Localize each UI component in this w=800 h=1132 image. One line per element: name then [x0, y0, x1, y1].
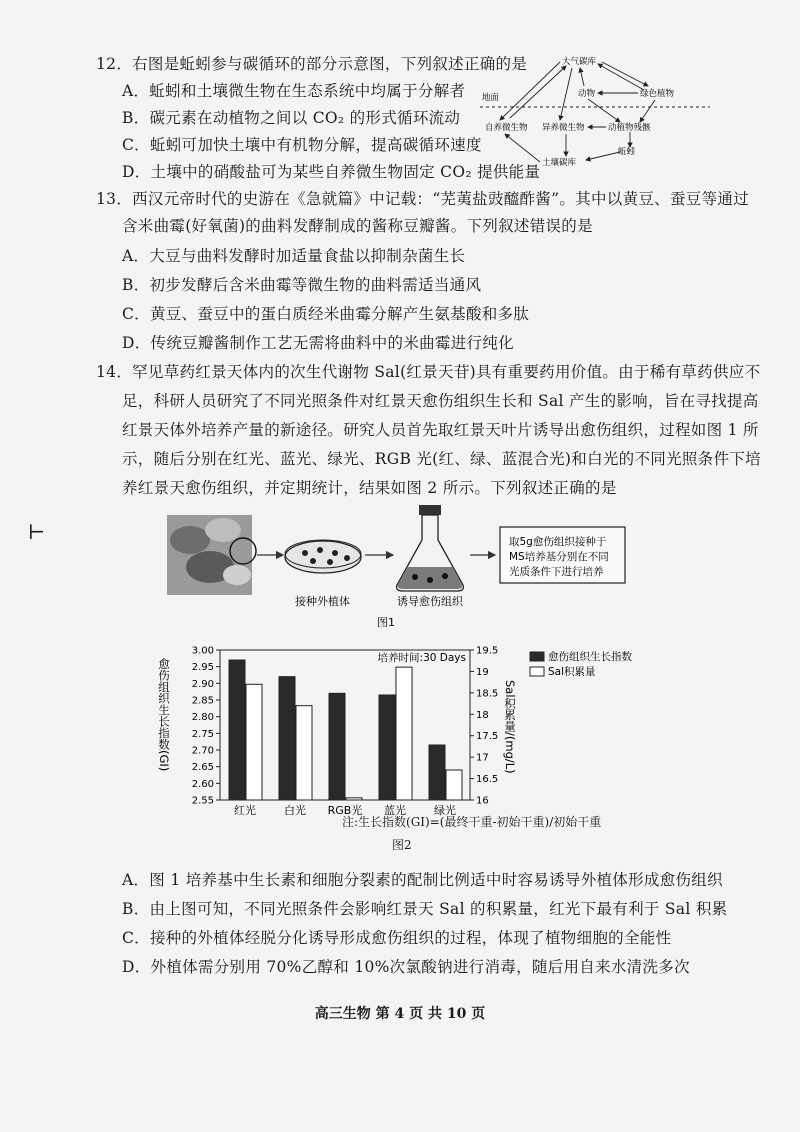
bar-sal [346, 798, 362, 800]
bar-sal [396, 667, 412, 800]
figure-1-process [165, 505, 635, 630]
figure-1-caption: 图1 [377, 616, 395, 629]
category-label: RGB光 [327, 804, 363, 817]
box-line1: 取5g愈伤组织接种于 [509, 536, 607, 548]
left-tick-label: 3.00 [191, 645, 214, 657]
chart-title: 培养时间:30 Days [377, 652, 466, 664]
q14-stem-line1: 14．罕见草药红景天体内的次生代谢物 Sal(红景天苷)具有重要药用价值。由于稀有草药供应不 [96, 363, 761, 381]
right-tick-label: 19.5 [476, 645, 499, 657]
node-hetero: 异养微生物 [542, 123, 585, 133]
right-tick-label: 17 [476, 752, 489, 764]
bar-growth-index [429, 745, 445, 800]
left-tick-label: 2.80 [191, 712, 214, 724]
figure-2-chart [140, 640, 660, 840]
margin-mark: ⊢ [28, 520, 46, 544]
chart-note: 注:生长指数(GI)=(最终干重-初始干重)/初始干重 [342, 815, 602, 829]
node-worm: 蚯蚓 [618, 147, 636, 157]
left-tick-label: 2.75 [191, 728, 214, 740]
ground-label: 地面 [482, 93, 500, 103]
q14-option-c: C．接种的外植体经脱分化诱导形成愈伤组织的过程，体现了植物细胞的全能性 [122, 929, 672, 947]
q13-option-a: A．大豆与曲料发酵时加适量食盐以抑制杂菌生长 [122, 247, 466, 265]
q14-option-a: A．图 1 培养基中生长素和细胞分裂素的配制比例适中时容易诱导外植体形成愈伤组织 [122, 871, 723, 889]
label-explant: 接种外植体 [295, 595, 350, 608]
right-axis-label: Sal积累量/(mg/L) [503, 680, 517, 774]
legend-label-sal: Sal积累量 [548, 666, 596, 678]
page-footer: 高三生物 第 4 页 共 10 页 [314, 1006, 486, 1022]
node-auto: 自养微生物 [485, 123, 528, 133]
q14-stem-line4: 示，随后分别在红光、蓝光、绿光、RGB 光(红、绿、蓝混合光)和白光的不同光照条件下培 [122, 450, 761, 468]
right-tick-label: 16.5 [476, 774, 499, 786]
box-line2: MS培养基分别在不同 [509, 551, 609, 563]
q13-stem-line2: 含米曲霉(好氧菌)的曲料发酵制成的酱称豆瓣酱。下列叙述错误的是 [122, 217, 593, 235]
q14-stem-line3: 红景天体外培养产量的新途径。研究人员首先取红景天叶片诱导出愈伤组织，过程如图 1 所 [122, 421, 759, 439]
bar-growth-index [329, 693, 345, 800]
q14-option-d: D．外植体需分别用 70%乙醇和 10%次氯酸钠进行消毒，随后用自来水清洗多次 [122, 958, 690, 976]
q12-stem: 12．右图是蚯蚓参与碳循环的部分示意图，下列叙述正确的是 [96, 55, 528, 73]
legend-swatch-sal [530, 667, 544, 676]
q13-option-c: C．黄豆、蚕豆中的蛋白质经米曲霉分解产生氨基酸和多肽 [122, 305, 530, 323]
q12-option-b: B．碳元素在动植物之间以 CO₂ 的形式循环流动 [122, 109, 461, 127]
category-label: 红光 [234, 804, 256, 817]
node-plant: 绿色植物 [640, 89, 675, 99]
right-tick-label: 18.5 [476, 688, 499, 700]
node-animal: 动物 [578, 89, 596, 99]
box-line3: 光质条件下进行培养 [509, 566, 604, 578]
q12-option-d: D．土壤中的硝酸盐可为某些自养微生物固定 CO₂ 提供能量 [122, 163, 541, 181]
node-atm: 大气碳库 [562, 57, 597, 67]
bar-growth-index [279, 677, 295, 800]
right-tick-label: 16 [476, 795, 489, 807]
category-label: 白光 [284, 804, 306, 817]
label-callus: 诱导愈伤组织 [397, 595, 463, 608]
bar-sal [446, 770, 462, 800]
left-tick-label: 2.55 [191, 795, 214, 807]
q12-option-c: C．蚯蚓可加快土壤中有机物分解，提高碳循环速度 [122, 136, 482, 154]
bar-growth-index [229, 660, 245, 800]
q13-option-b: B．初步发酵后含米曲霉等微生物的曲料需适当通风 [122, 276, 482, 294]
node-soil: 土壤碳库 [542, 158, 577, 168]
left-tick-label: 2.65 [191, 762, 214, 774]
q14-stem-line2: 足，科研人员研究了不同光照条件对红景天愈伤组织生长和 Sal 产生的影响，旨在寻找提高 [122, 392, 759, 410]
figure-2-caption: 图2 [392, 838, 412, 852]
q12-option-a: A．蚯蚓和土壤微生物在生态系统中均属于分解者 [122, 82, 466, 100]
category-label: 蓝光 [384, 804, 406, 817]
q13-stem-line1: 13．西汉元帝时代的史游在《急就篇》中记载：“芜荑盐豉醯酢酱”。其中以黄豆、蚕豆等通过 [96, 190, 749, 208]
legend-label-growth: 愈伤组织生长指数 [548, 651, 632, 663]
left-axis-label: 愈伤组织生长指数(GI) [157, 658, 171, 772]
left-tick-label: 2.60 [191, 778, 214, 790]
category-label: 绿光 [434, 804, 456, 817]
culture-flask [397, 505, 464, 591]
right-tick-label: 18 [476, 709, 489, 721]
q14-option-b: B．由上图可知，不同光照条件会影响红景天 Sal 的积累量，红光下最有利于 Sal 积累 [122, 900, 728, 918]
left-tick-label: 2.85 [191, 695, 214, 707]
node-residue: 动植物残骸 [608, 123, 651, 133]
q13-option-d: D．传统豆瓣酱制作工艺无需将曲料中的米曲霉进行纯化 [122, 334, 514, 352]
bar-sal [296, 706, 312, 800]
left-tick-label: 2.90 [191, 678, 214, 690]
bar-growth-index [379, 695, 395, 800]
left-tick-label: 2.95 [191, 662, 214, 674]
legend-swatch-growth [530, 652, 544, 661]
left-tick-label: 2.70 [191, 745, 214, 757]
right-tick-label: 17.5 [476, 731, 499, 743]
right-tick-label: 19 [476, 666, 489, 678]
leaf-photo [167, 515, 256, 595]
q14-stem-line5: 养红景天愈伤组织，并定期统计，结果如图 2 所示。下列叙述正确的是 [122, 479, 617, 497]
petri-dish [285, 540, 361, 573]
carbon-cycle-diagram [480, 52, 710, 172]
bar-sal [246, 684, 262, 800]
